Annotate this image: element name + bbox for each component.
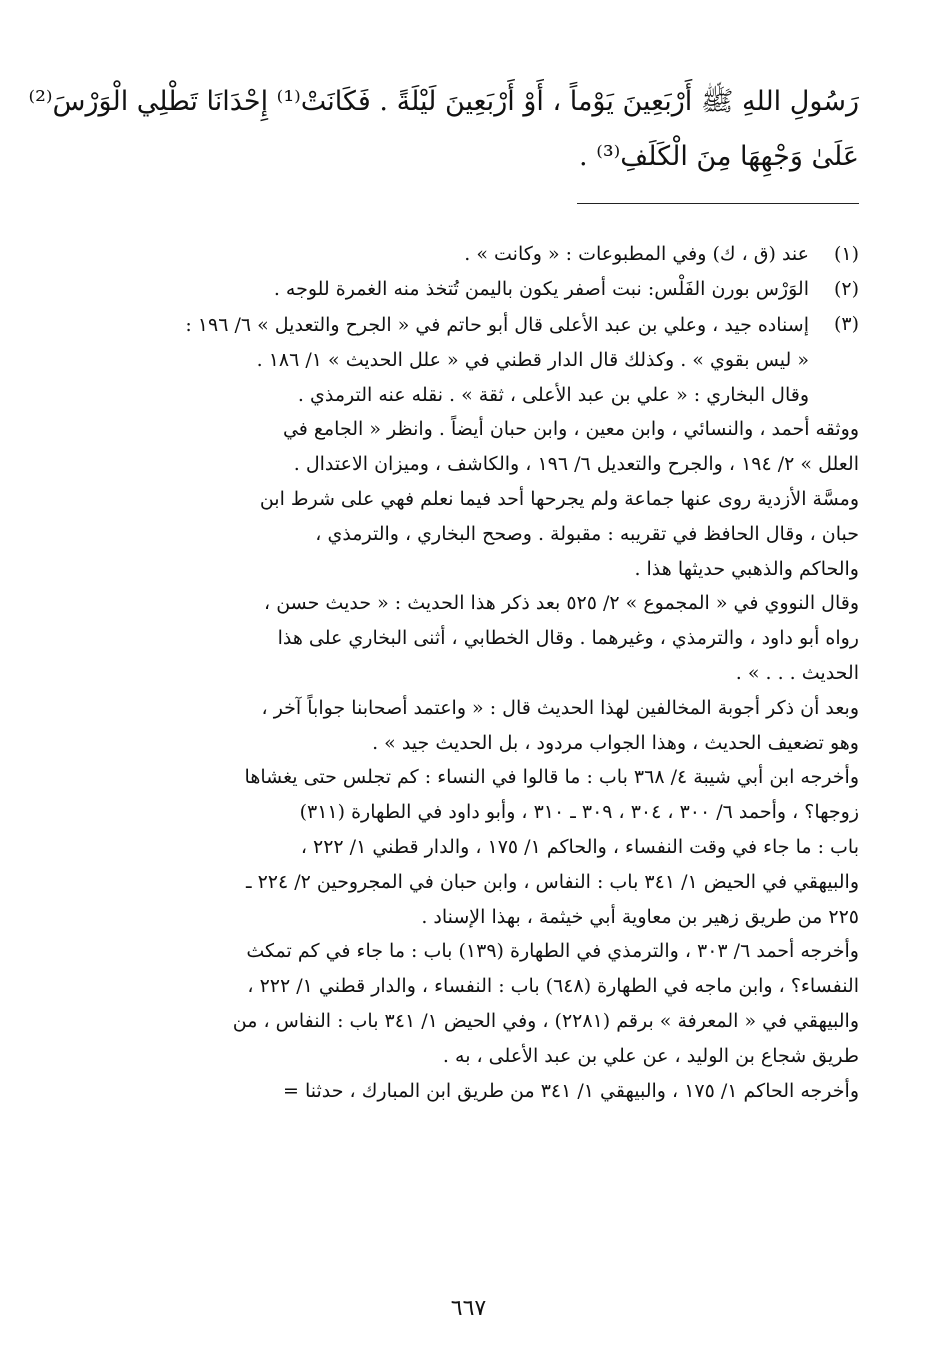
footnote-line: وقال البخاري : « علي بن عبد الأعلى ، ثقة » . نقله عنه الترمذي . bbox=[297, 383, 809, 406]
footnote-line: والبيهقي في الحيض ١/ ٣٤١ باب : النفاس ، وابن حبان في المجروحين ٢/ ٢٢٤ ـ bbox=[245, 870, 859, 893]
footnote-line: رواه أبو داود ، والترمذي ، وغيرهما . وقال الخطابي ، أثنى البخاري على هذا bbox=[277, 627, 859, 650]
footnote-line: حبان ، وقال الحافظ في تقريبه : مقبولة . وصحح البخاري ، والترمذي ، bbox=[315, 522, 859, 545]
footnote-line: وقال النووي في « المجموع » ٢/ ٥٢٥ بعد ذكر هذا الحديث : « حديث حسن ، bbox=[264, 592, 859, 615]
footnotes bbox=[75, 238, 859, 1110]
footnote-line: وأخرجه ابن أبي شيبة ٤/ ٣٦٨ باب : ما قالوا في النساء : كم تجلس حتى يغشاها bbox=[244, 766, 859, 789]
footnote-line: زوجها؟ ، وأحمد ٦/ ٣٠٠ ، ٣٠٤ ، ٣٠٩ ـ ٣١٠ ، وأبو داود في الطهارة (٣١١) bbox=[299, 801, 859, 824]
footnote-line: وأخرجه الحاكم ١/ ١٧٥ ، والبيهقي ١/ ٣٤١ من طريق ابن المبارك ، حدثنا = bbox=[283, 1079, 859, 1102]
footnote-3 bbox=[75, 308, 859, 1108]
hadith-text bbox=[28, 74, 859, 184]
footnote-line: والحاكم والذهبي حديثها هذا . bbox=[634, 557, 859, 580]
footnote-line: باب : ما جاء في وقت النفساء ، والحاكم ١/ ١٧٥ ، والدار قطني ١/ ٢٢٢ ، bbox=[300, 835, 859, 858]
hadith-text-line-1: رَسُولِ اللهِ ﷺ أَرْبَعِينَ يَوْماً ، أَوْ أَرْبَعِينَ لَيْلَةً . فَكَانَتْ⁽¹⁾ إِحْدَانَا تَطْلِي الْوَرْسَ⁽²⁾ bbox=[28, 86, 859, 117]
footnote-line: وأخرجه أحمد ٦/ ٣٠٣ ، والترمذي في الطهارة (١٣٩) باب : ما جاء في كم تمكث bbox=[246, 940, 859, 963]
footnote-line: إسناده جيد ، وعلي بن عبد الأعلى قال أبو حاتم في « الجرح والتعديل » ٦/ ١٩٦ : bbox=[185, 314, 809, 336]
footnote-1 bbox=[75, 238, 859, 271]
footnote-line: ٢٢٥ من طريق زهير بن معاوية أبي خيثمة ، بهذا الإسناد . bbox=[421, 905, 859, 928]
footnote-number: (١) bbox=[833, 243, 859, 265]
footnote-line: طريق شجاع بن الوليد ، عن علي بن عبد الأعلى ، به . bbox=[442, 1044, 859, 1067]
footnote-line: ووثقه أحمد ، والنسائي ، وابن معين ، وابن حبان أيضاً . وانظر « الجامع في bbox=[282, 418, 859, 441]
footnote-line: الحديث . . . » . bbox=[735, 661, 859, 684]
footnote-number: (٢) bbox=[833, 278, 859, 300]
footnote-line: العلل » ٢/ ١٩٤ ، والجرح والتعديل ٦/ ١٩٦ ، والكاشف ، وميزان الاعتدال . bbox=[293, 453, 859, 476]
footnote-line: وهو تضعيف الحديث ، وهذا الجواب مردود ، بل الحديث جيد » . bbox=[372, 731, 859, 754]
footnote-number: (٣) bbox=[833, 313, 859, 335]
footnote-line: « ليس بقوي » . وكذلك قال الدار قطني في « علل الحديث » ١/ ١٨٦ . bbox=[256, 348, 809, 371]
footnote-line: الوَرْس بورن الفَلْس: نبت أصفر يكون باليمن تُتخذ منه الغمرة للوجه . bbox=[273, 278, 809, 300]
page-number: ٦٦٧ bbox=[450, 1296, 487, 1321]
footnote-2 bbox=[75, 273, 859, 306]
footnote-line: النفساء؟ ، وابن ماجه في الطهارة (٦٤٨) باب : النفساء ، والدار قطني ١/ ٢٢٢ ، bbox=[247, 975, 859, 998]
footnote-line: عند (ق ، ك) وفي المطبوعات : « وكانت » . bbox=[464, 243, 809, 265]
footnote-line: والبيهقي في « المعرفة » برقم (٢٢٨١) ، وفي الحيض ١/ ٣٤١ باب : النفاس ، من bbox=[232, 1009, 859, 1032]
footnote-line: ومسَّة الأزدية روى عنها جماعة ولم يجرحها أحد فيما نعلم فهي على شرط ابن bbox=[259, 487, 859, 510]
footnote-line: وبعد أن ذكر أجوبة المخالفين لهذا الحديث قال : « واعتمد أصحابنا جواباً آخر ، bbox=[261, 696, 859, 719]
hadith-text-line-2: عَلَىٰ وَجْهِهَا مِنَ الْكَلَفِ⁽³⁾ . bbox=[579, 141, 859, 172]
footnote-separator bbox=[577, 203, 859, 204]
